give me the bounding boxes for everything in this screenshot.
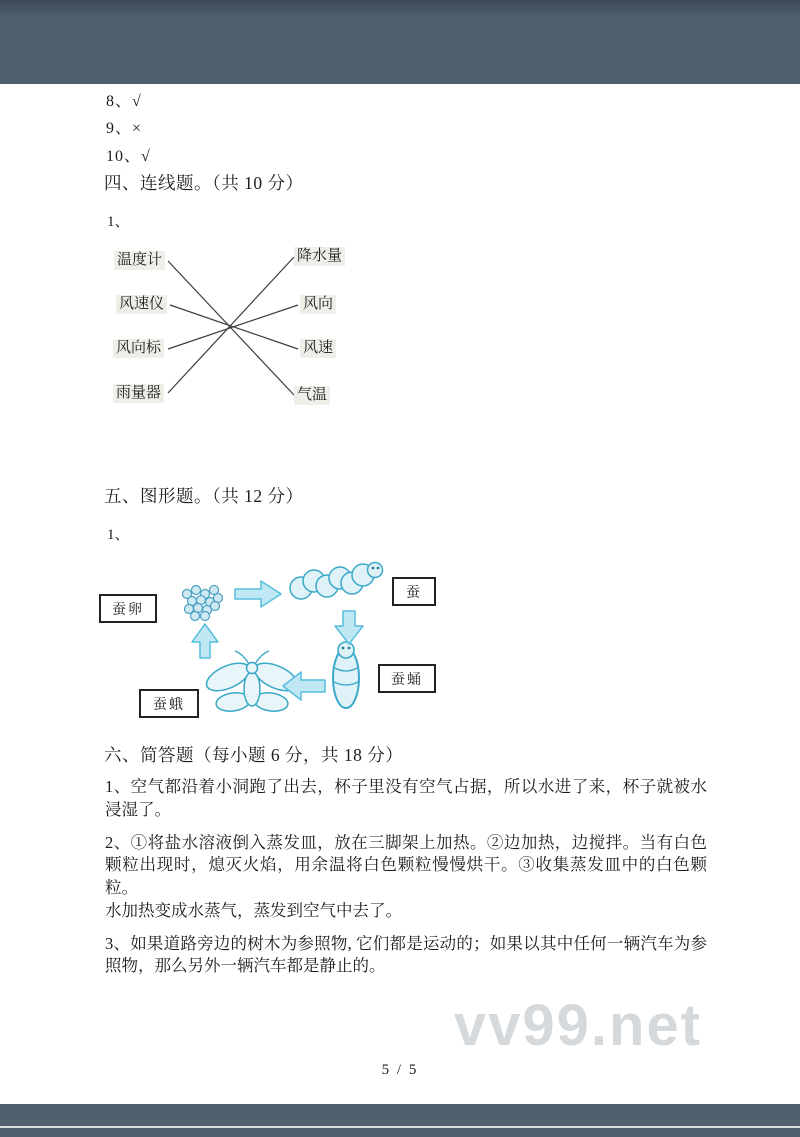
watermark: vv99.net [453, 993, 702, 1058]
pupa-illustration [333, 642, 359, 708]
short-answer-paragraph: 水加热变成水蒸气，蒸发到空气中去了。 [105, 900, 402, 920]
section-five-title: 五、图形题。（共 12 分） [104, 486, 304, 506]
matching-right-label: 降水量 [294, 247, 345, 266]
arrow-eggs-to-silkworm [235, 581, 281, 607]
label-box-pupa: 蚕蛹 [378, 664, 436, 693]
answer-line: 9、× [106, 120, 143, 137]
matching-left-label: 温度计 [114, 251, 165, 270]
silkworm-lifecycle-diagram [95, 556, 440, 734]
eggs-illustration [183, 586, 223, 621]
short-answer-paragraph: 2、①将盐水溶液倒入蒸发皿，放在三脚架上加热。②边加热，边搅拌。当有白色颗粒出现时，熄灭火焰，用余温将白色颗粒慢慢烘干。③收集蒸发皿中的白色颗粒。 [105, 832, 707, 898]
short-answer-paragraph: 3、如果道路旁边的树木为参照物, 它们都是运动的；如果以其中任何一辆汽车为参照物，那么另外一辆汽车都是静止的。 [105, 933, 707, 976]
label-box-moth: 蚕蛾 [139, 689, 199, 718]
matching-left-label: 雨量器 [113, 384, 164, 403]
label-box-eggs: 蚕卵 [99, 594, 157, 623]
exam-page [0, 84, 800, 1104]
section-four-title: 四、连线题。（共 10 分） [104, 173, 304, 193]
page-number: 5 / 5 [381, 1062, 419, 1078]
matching-left-label: 风向标 [113, 339, 164, 358]
matching-right-label: 气温 [294, 386, 330, 405]
section-six-title: 六、简答题（每小题 6 分，共 18 分） [104, 745, 404, 765]
arrow-moth-to-eggs [192, 624, 218, 658]
silkworm-illustration [290, 563, 383, 600]
question-number: 1、 [107, 527, 130, 543]
matching-left-label: 风速仪 [116, 295, 167, 314]
moth-illustration [203, 651, 302, 713]
matching-diagram [108, 243, 363, 411]
short-answer-paragraph: 1、空气都沿着小洞跑了出去，杯子里没有空气占据，所以水进了来，杯子就被水浸湿了。 [105, 777, 707, 819]
answer-line: 8、√ [106, 93, 142, 110]
short-answers-block [105, 776, 707, 988]
arrow-silkworm-to-pupa [335, 611, 363, 644]
viewer-bottom-bar [0, 1104, 800, 1137]
answer-line: 10、√ [106, 148, 151, 165]
matching-right-label: 风向 [300, 295, 336, 314]
viewer-top-bar [0, 0, 800, 84]
label-box-silkworm: 蚕 [392, 577, 436, 606]
matching-right-label: 风速 [300, 339, 336, 358]
footer-divider [0, 1126, 800, 1128]
question-number: 1、 [107, 214, 130, 230]
